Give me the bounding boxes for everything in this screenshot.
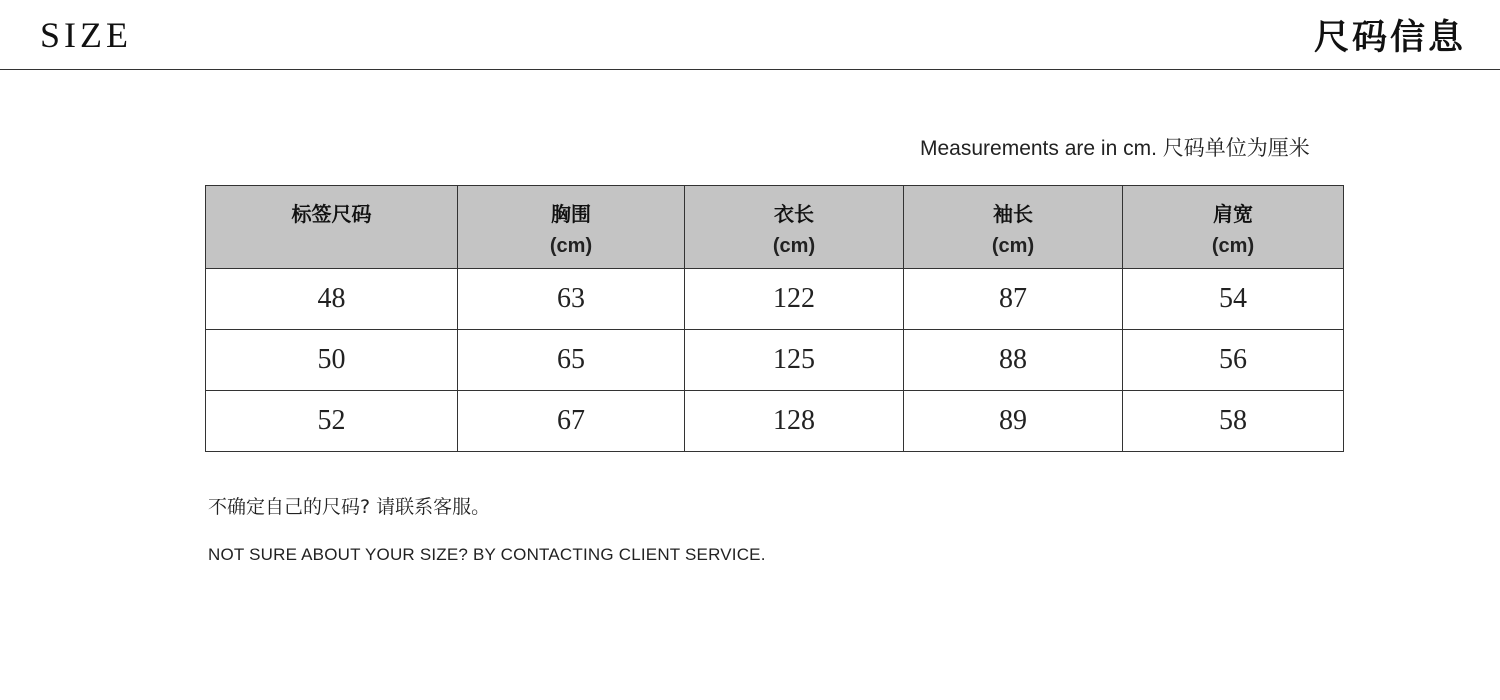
table-cell: 50 bbox=[206, 330, 458, 391]
table-cell: 65 bbox=[458, 330, 685, 391]
column-header-unit: (cm) bbox=[772, 235, 816, 257]
table-cell: 87 bbox=[904, 269, 1123, 330]
column-header-name: 衣长 bbox=[774, 202, 814, 226]
table-cell: 122 bbox=[685, 269, 904, 330]
column-header-sleeve bbox=[904, 186, 1123, 269]
table-cell: 67 bbox=[458, 391, 685, 452]
header-divider bbox=[0, 69, 1500, 70]
column-header-chest bbox=[458, 186, 685, 269]
column-header-name: 标签尺码 bbox=[291, 202, 372, 226]
column-header-name: 袖长 bbox=[993, 202, 1033, 226]
table-cell: 125 bbox=[685, 330, 904, 391]
size-help-note-en: NOT SURE ABOUT YOUR SIZE? BY CONTACTING CLIENT SERVICE. bbox=[208, 545, 766, 564]
table-row bbox=[206, 269, 1344, 330]
size-help-note-cn: 不确定自己的尺码? 请联系客服。 bbox=[208, 496, 491, 518]
unit-note: Measurements are in cm. 尺码单位为厘米 bbox=[920, 137, 1310, 160]
column-header-name: 肩宽 bbox=[1213, 202, 1253, 226]
column-header-label-size bbox=[206, 186, 458, 269]
table-cell: 56 bbox=[1123, 330, 1344, 391]
size-table bbox=[205, 185, 1344, 452]
column-header-unit: (cm) bbox=[991, 235, 1035, 257]
column-header-shoulder bbox=[1123, 186, 1344, 269]
column-header-length bbox=[685, 186, 904, 269]
table-cell: 89 bbox=[904, 391, 1123, 452]
table-cell: 128 bbox=[685, 391, 904, 452]
page-title-cn: 尺码信息 bbox=[1313, 18, 1466, 58]
table-cell: 52 bbox=[206, 391, 458, 452]
table-cell: 63 bbox=[458, 269, 685, 330]
table-header-row bbox=[206, 186, 1344, 269]
table-cell: 88 bbox=[904, 330, 1123, 391]
table-row bbox=[206, 330, 1344, 391]
column-header-name: 胸围 bbox=[551, 202, 591, 226]
table-cell: 48 bbox=[206, 269, 458, 330]
table-cell: 54 bbox=[1123, 269, 1344, 330]
page-title: SIZE bbox=[40, 15, 132, 55]
table-cell: 58 bbox=[1123, 391, 1344, 452]
column-header-unit: (cm) bbox=[1211, 235, 1255, 257]
column-header-unit: (cm) bbox=[549, 235, 593, 257]
table-row bbox=[206, 391, 1344, 452]
